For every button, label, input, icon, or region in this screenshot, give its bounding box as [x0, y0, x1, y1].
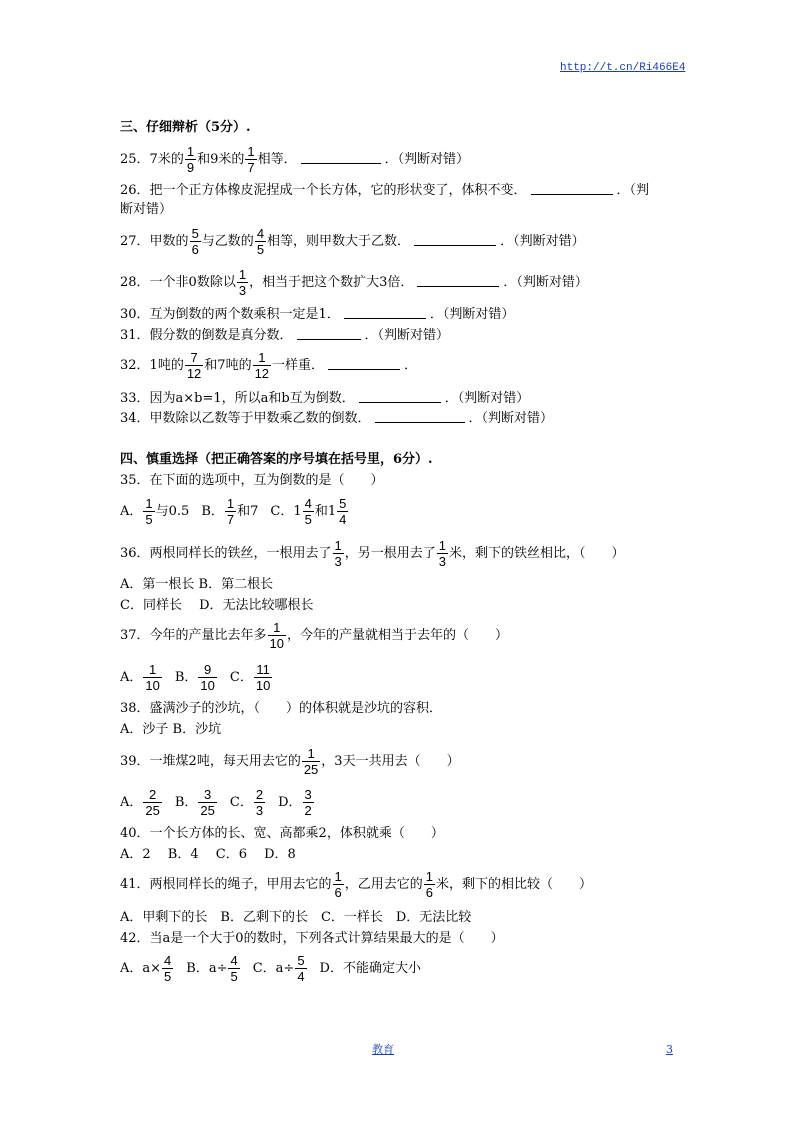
- question-26: 26．把一个正方体橡皮泥捏成一个长方体，它的形状变了，体积不变． ．（判: [120, 183, 650, 198]
- fraction: $\frac{7}{12}$: [186, 350, 202, 381]
- answer-blank[interactable]: [531, 182, 613, 195]
- footer-link[interactable]: 教育: [372, 1043, 394, 1056]
- question-32: 32．1吨的 $\frac{7}{12}$ 和7吨的 $\frac{1}{12}$ 一样重． ．: [120, 350, 418, 381]
- question-38-options[interactable]: A．沙子 B．沙坑: [120, 722, 222, 737]
- header-url[interactable]: http://t.cn/Ri466E4: [560, 62, 686, 74]
- question-37-options: [120, 662, 285, 694]
- question-36-options-2[interactable]: C．同样长 D．无法比较哪根长: [120, 598, 314, 613]
- option-c[interactable]: C．1 $\frac{4}{5}$ 和1 $\frac{5}{4}$: [270, 496, 347, 527]
- page-number: 3: [666, 1043, 673, 1056]
- option-b[interactable]: B． $\frac{3}{25}$: [174, 787, 215, 818]
- question-40-options[interactable]: A．2 B．4 C．6 D．8: [120, 847, 296, 862]
- section-4-title: 四、慎重选择（把正确答案的序号填在括号里，6分）.: [120, 452, 433, 467]
- option-b[interactable]: B．a÷ $\frac{4}{5}$: [186, 953, 238, 984]
- question-35-options: [120, 496, 361, 528]
- answer-blank[interactable]: [328, 357, 400, 370]
- question-27: 27．甲数的 $\frac{5}{6}$ 与乙数的 $\frac{4}{5}$ 相等，则甲数大于乙数． ．（判断对错）: [120, 226, 585, 257]
- answer-blank[interactable]: [301, 151, 381, 164]
- answer-blank[interactable]: [344, 306, 426, 319]
- section-3-title: 三、仔细辩析（5分）.: [120, 120, 251, 135]
- answer-blank[interactable]: [375, 410, 465, 423]
- option-b[interactable]: B． $\frac{1}{7}$ 和7: [201, 496, 259, 527]
- option-d[interactable]: D．不能确定大小: [319, 961, 421, 976]
- option-a[interactable]: A． $\frac{2}{25}$: [120, 787, 160, 818]
- question-37-stem: 37．今年的产量比去年多 $\frac{1}{10}$ ，今年的产量就相当于去年的（ ）: [120, 620, 509, 651]
- question-38-stem: 38．盛满沙子的沙坑，（ ）的体积就是沙坑的容积．: [120, 701, 443, 716]
- question-34: 34．甲数除以乙数等于甲数乘乙数的倒数． ．（判断对错）: [120, 411, 554, 426]
- question-39-options: [120, 787, 327, 819]
- question-36-options-1[interactable]: A．第一根长 B．第二根长: [120, 577, 274, 592]
- answer-blank[interactable]: [359, 390, 441, 403]
- question-41-stem: 41．两根同样长的绳子，甲用去它的 $\frac{1}{6}$ ，乙用去它的 $\frac{1}{6}$ 米，剩下的相比较（ ）: [120, 869, 593, 900]
- answer-blank[interactable]: [297, 327, 361, 340]
- question-33: 33．因为a×b=1，所以a和b互为倒数． ．（判断对错）: [120, 391, 530, 406]
- question-30: 30．互为倒数的两个数乘积一定是1． ．（判断对错）: [120, 307, 515, 322]
- fraction: $\frac{1}{12}$: [254, 350, 270, 381]
- question-40-stem: 40．一个长方体的长、宽、高都乘2，体积就乘（ ）: [120, 826, 444, 841]
- question-35-stem: 35．在下面的选项中，互为倒数的是（ ）: [120, 473, 384, 488]
- option-c[interactable]: C． $\frac{11}{10}$: [229, 662, 271, 693]
- question-26-line2: 断对错）: [120, 202, 173, 217]
- question-42-options: [120, 953, 433, 985]
- fraction: $\frac{5}{6}$: [191, 226, 199, 257]
- question-42-stem: 42．当a是一个大于0的数时，下列各式计算结果最大的是（ ）: [120, 931, 504, 946]
- question-28: 28．一个非0数除以 $\frac{1}{3}$ ，相当于把这个数扩大3倍． ．（判断对错）: [120, 267, 588, 298]
- question-36-stem: 36．两根同样长的铁丝，一根用去了 $\frac{1}{3}$ ，另一根用去了 $\frac{1}{3}$ 米，剩下的铁丝相比，（ ）: [120, 538, 625, 569]
- question-25: 25．7米的 $\frac{1}{9}$ 和9米的 $\frac{1}{7}$ 相等． ．（判断对错）: [120, 144, 470, 175]
- option-c[interactable]: C．a÷ $\frac{5}{4}$: [252, 953, 305, 984]
- question-41-options[interactable]: A．甲剩下的长 B．乙剩下的长 C．一样长 D．无法比较: [120, 910, 472, 925]
- question-31: 31．假分数的倒数是真分数． ．（判断对错）: [120, 328, 450, 343]
- fraction: $\frac{1}{7}$: [247, 144, 255, 175]
- fraction: $\frac{1}{3}$: [238, 267, 247, 298]
- option-a[interactable]: A．a× $\frac{4}{5}$: [120, 953, 172, 984]
- question-39-stem: 39．一堆煤2吨，每天用去它的 $\frac{1}{25}$ ，3天一共用去（ ）: [120, 746, 460, 777]
- fraction: $\frac{4}{5}$: [256, 226, 265, 257]
- option-c[interactable]: C． $\frac{2}{3}$: [229, 787, 264, 818]
- option-a[interactable]: A． $\frac{1}{5}$ 与0.5: [120, 496, 190, 527]
- fraction: $\frac{1}{9}$: [186, 144, 195, 175]
- option-d[interactable]: D． $\frac{3}{2}$: [278, 787, 312, 818]
- option-b[interactable]: B． $\frac{9}{10}$: [174, 662, 215, 693]
- option-a[interactable]: A． $\frac{1}{10}$: [120, 662, 160, 693]
- answer-blank[interactable]: [414, 233, 496, 246]
- answer-blank[interactable]: [417, 274, 499, 287]
